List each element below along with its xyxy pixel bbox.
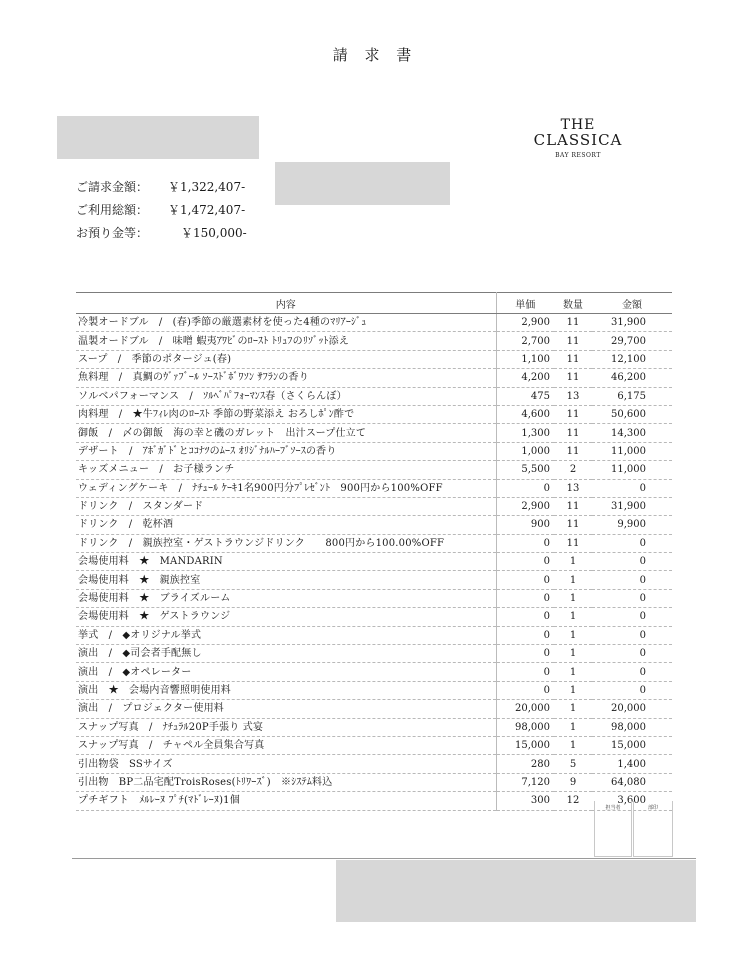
item-description: プチギフト ﾒﾙﾚｰﾇ ﾌﾟﾁ(ﾏﾄﾞﾚｰﾇ)1個 xyxy=(76,792,496,810)
item-description: 御飯 / 〆の御飯 海の幸と磯のガレット 出汁スープ仕立て xyxy=(76,424,496,442)
item-description: 演出 / ◆オペレーター xyxy=(76,663,496,681)
table-row xyxy=(76,755,672,773)
brand-logo xyxy=(528,118,628,159)
item-quantity: 11 xyxy=(554,332,592,350)
table-body xyxy=(76,314,672,811)
table-row xyxy=(76,350,672,368)
table-row xyxy=(76,571,672,589)
table-row xyxy=(76,792,672,810)
header-unit-price: 単価 xyxy=(496,293,554,314)
item-quantity: 11 xyxy=(554,442,592,460)
table-row xyxy=(76,645,672,663)
table-row xyxy=(76,497,672,515)
item-amount: 29,700 xyxy=(592,332,672,350)
item-amount: 0 xyxy=(592,571,672,589)
item-description: ソルベパフォーマンス / ｿﾙﾍﾞﾊﾟﾌｫｰﾏﾝｽ春（さくらんぼ） xyxy=(76,387,496,405)
item-description: ドリンク / 乾杯酒 xyxy=(76,516,496,534)
summary-row-total xyxy=(76,201,247,224)
summary-label: ご利用総額： xyxy=(76,203,149,217)
header-quantity: 数量 xyxy=(554,293,592,314)
item-description: 肉料理 / ★牛ﾌｨﾚ肉のﾛｰｽﾄ 季節の野菜添え おろしﾎﾟﾝ酢で xyxy=(76,405,496,423)
item-description: 魚料理 / 真鯛のｳﾞｧﾌﾞｰﾙ ｿｰｽﾄﾞﾎﾞﾜｿﾝ ｻﾌﾗﾝの香り xyxy=(76,369,496,387)
redacted-footer-block xyxy=(336,860,696,922)
logo-line-3: BAY RESORT xyxy=(555,152,601,159)
item-unit-price: 1,100 xyxy=(496,350,554,368)
item-amount: 6,175 xyxy=(592,387,672,405)
table-row xyxy=(76,663,672,681)
item-quantity: 1 xyxy=(554,589,592,607)
item-amount: 0 xyxy=(592,663,672,681)
table-row xyxy=(76,442,672,460)
table-row xyxy=(76,461,672,479)
item-unit-price: 0 xyxy=(496,479,554,497)
item-quantity: 1 xyxy=(554,645,592,663)
item-amount: 0 xyxy=(592,681,672,699)
item-description: 温製オードブル / 味噌 蝦夷ｱﾜﾋﾞのﾛｰｽﾄ ﾄﾘｭﾌのﾘｿﾞｯﾄ添え xyxy=(76,332,496,350)
item-amount: 0 xyxy=(592,479,672,497)
item-quantity: 11 xyxy=(554,516,592,534)
summary-value: ￥1,472,407- xyxy=(168,203,246,217)
item-description: 会場使用料 ★ MANDARIN xyxy=(76,553,496,571)
table-row xyxy=(76,553,672,571)
item-unit-price: 900 xyxy=(496,516,554,534)
item-unit-price: 0 xyxy=(496,681,554,699)
item-unit-price: 475 xyxy=(496,387,554,405)
document-title: 請 求 書 xyxy=(332,46,418,64)
item-description: 会場使用料 ★ 親族控室 xyxy=(76,571,496,589)
item-unit-price: 4,200 xyxy=(496,369,554,387)
item-description: 会場使用料 ★ ゲストラウンジ xyxy=(76,608,496,626)
table-row xyxy=(76,516,672,534)
item-unit-price: 20,000 xyxy=(496,700,554,718)
item-amount: 64,080 xyxy=(592,773,672,791)
item-amount: 98,000 xyxy=(592,718,672,736)
item-unit-price: 0 xyxy=(496,626,554,644)
table-row xyxy=(76,626,672,644)
table-row xyxy=(76,718,672,736)
item-description: スナップ写真 / チャペル全員集合写真 xyxy=(76,736,496,754)
item-quantity: 1 xyxy=(554,736,592,754)
summary-value: ￥150,000- xyxy=(181,226,247,240)
table-row xyxy=(76,387,672,405)
item-quantity: 1 xyxy=(554,571,592,589)
stamp-box-staff xyxy=(594,801,632,857)
item-description: ウェディングケーキ / ﾅﾁｭｰﾙ ｹｰｷ1名900円分ﾌﾟﾚｾﾞﾝﾄ 900円から100%OFF xyxy=(76,479,496,497)
item-quantity: 1 xyxy=(554,663,592,681)
item-quantity: 1 xyxy=(554,700,592,718)
table-row xyxy=(76,589,672,607)
item-description: ドリンク / スタンダード xyxy=(76,497,496,515)
item-amount: 0 xyxy=(592,589,672,607)
item-quantity: 11 xyxy=(554,424,592,442)
table-row xyxy=(76,369,672,387)
item-unit-price: 5,500 xyxy=(496,461,554,479)
item-amount: 0 xyxy=(592,626,672,644)
stamp-label: 部印 xyxy=(647,805,658,811)
item-amount: 0 xyxy=(592,645,672,663)
table-row xyxy=(76,736,672,754)
summary-label: ご請求金額： xyxy=(76,180,149,194)
item-amount: 3,600 xyxy=(592,792,672,810)
item-description: 演出 / プロジェクター使用料 xyxy=(76,700,496,718)
item-quantity: 1 xyxy=(554,681,592,699)
stamp-label: 担当者 xyxy=(605,805,621,811)
item-amount: 31,900 xyxy=(592,314,672,332)
table-row xyxy=(76,773,672,791)
item-quantity: 11 xyxy=(554,369,592,387)
item-quantity: 11 xyxy=(554,314,592,332)
line-items-table xyxy=(76,292,672,811)
item-quantity: 12 xyxy=(554,792,592,810)
item-description: 演出 ★ 会場内音響照明使用料 xyxy=(76,681,496,699)
item-amount: 0 xyxy=(592,534,672,552)
table-row xyxy=(76,608,672,626)
item-quantity: 1 xyxy=(554,608,592,626)
item-amount: 14,300 xyxy=(592,424,672,442)
item-quantity: 11 xyxy=(554,350,592,368)
item-description: 会場使用料 ★ ブライズルーム xyxy=(76,589,496,607)
item-description: スナップ写真 / ﾅﾁｭﾗﾙ20P手張り 式宴 xyxy=(76,718,496,736)
item-amount: 9,900 xyxy=(592,516,672,534)
item-unit-price: 2,900 xyxy=(496,497,554,515)
item-description: スープ / 季節のポタージュ(春) xyxy=(76,350,496,368)
table-header-row xyxy=(76,293,672,314)
item-unit-price: 300 xyxy=(496,792,554,810)
item-description: 引出物 BP二品宅配TroisRoses(ﾄﾘﾜｰｽﾞ) ※ｼｽﾃﾑ料込 xyxy=(76,773,496,791)
item-unit-price: 98,000 xyxy=(496,718,554,736)
item-quantity: 11 xyxy=(554,534,592,552)
item-unit-price: 15,000 xyxy=(496,736,554,754)
item-unit-price: 280 xyxy=(496,755,554,773)
item-unit-price: 1,300 xyxy=(496,424,554,442)
item-quantity: 1 xyxy=(554,553,592,571)
stamp-box-dept xyxy=(633,801,673,857)
item-unit-price: 0 xyxy=(496,589,554,607)
item-quantity: 5 xyxy=(554,755,592,773)
item-quantity: 11 xyxy=(554,405,592,423)
header-amount: 金額 xyxy=(592,293,672,314)
table-row xyxy=(76,314,672,332)
item-quantity: 1 xyxy=(554,626,592,644)
item-unit-price: 0 xyxy=(496,645,554,663)
table-row xyxy=(76,534,672,552)
summary-row-deposit xyxy=(76,224,247,247)
summary-row-billed xyxy=(76,178,247,201)
item-amount: 11,000 xyxy=(592,442,672,460)
item-unit-price: 7,120 xyxy=(496,773,554,791)
logo-line-2: CLASSICA xyxy=(533,131,623,149)
item-unit-price: 0 xyxy=(496,571,554,589)
summary-label: お預り金等： xyxy=(76,226,149,240)
item-quantity: 13 xyxy=(554,387,592,405)
table-row xyxy=(76,479,672,497)
item-description: ドリンク / 親族控室・ゲストラウンジドリンク 800円から100.00%OFF xyxy=(76,534,496,552)
item-amount: 50,600 xyxy=(592,405,672,423)
item-unit-price: 2,900 xyxy=(496,314,554,332)
item-unit-price: 0 xyxy=(496,608,554,626)
item-amount: 20,000 xyxy=(592,700,672,718)
item-description: 演出 / ◆司会者手配無し xyxy=(76,645,496,663)
table-row xyxy=(76,681,672,699)
item-amount: 11,000 xyxy=(592,461,672,479)
item-unit-price: 4,600 xyxy=(496,405,554,423)
item-quantity: 2 xyxy=(554,461,592,479)
item-quantity: 11 xyxy=(554,497,592,515)
item-amount: 0 xyxy=(592,608,672,626)
item-amount: 15,000 xyxy=(592,736,672,754)
item-description: 冷製オードブル / (春)季節の厳選素材を使った4種のﾏﾘｱｰｼﾞｭ xyxy=(76,314,496,332)
redacted-info-block xyxy=(275,162,450,205)
item-description: 挙式 / ◆オリジナル挙式 xyxy=(76,626,496,644)
item-description: デザート / ｱﾎﾞｶﾞﾄﾞとｺｺﾅﾂのﾑｰｽ ｵﾘｼﾞﾅﾙﾊｰﾌﾞｿｰｽの香り xyxy=(76,442,496,460)
item-amount: 31,900 xyxy=(592,497,672,515)
item-description: キッズメニュー / お子様ランチ xyxy=(76,461,496,479)
item-unit-price: 2,700 xyxy=(496,332,554,350)
table-row xyxy=(76,405,672,423)
item-quantity: 13 xyxy=(554,479,592,497)
billing-summary xyxy=(76,178,247,247)
item-amount: 1,400 xyxy=(592,755,672,773)
item-unit-price: 0 xyxy=(496,534,554,552)
logo-line-1: THE xyxy=(560,117,596,133)
table-row xyxy=(76,332,672,350)
footer-divider xyxy=(72,858,696,859)
item-unit-price: 0 xyxy=(496,663,554,681)
table-row xyxy=(76,700,672,718)
redacted-recipient-block xyxy=(57,116,259,159)
item-quantity: 9 xyxy=(554,773,592,791)
item-amount: 12,100 xyxy=(592,350,672,368)
header-description: 内容 xyxy=(76,293,496,314)
item-amount: 46,200 xyxy=(592,369,672,387)
summary-value: ￥1,322,407- xyxy=(168,180,246,194)
item-unit-price: 1,000 xyxy=(496,442,554,460)
item-amount: 0 xyxy=(592,553,672,571)
item-description: 引出物袋 SSサイズ xyxy=(76,755,496,773)
table-row xyxy=(76,424,672,442)
item-unit-price: 0 xyxy=(496,553,554,571)
item-quantity: 1 xyxy=(554,718,592,736)
